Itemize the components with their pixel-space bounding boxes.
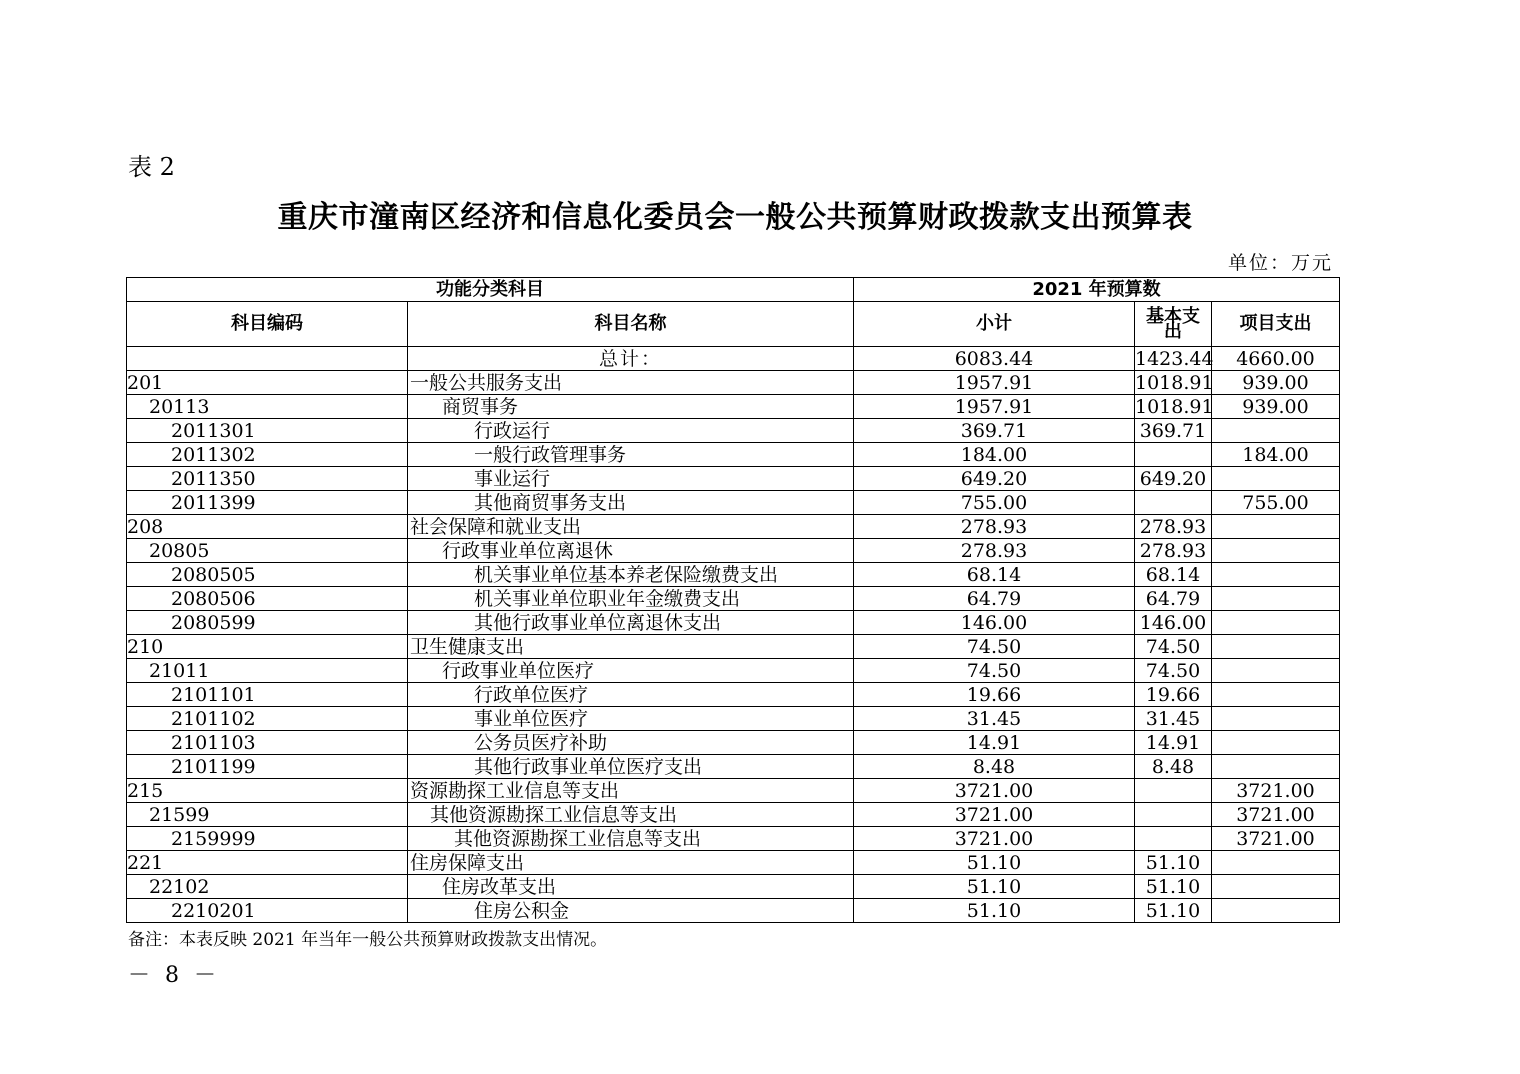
- header-basic: 基本支出: [1135, 302, 1212, 347]
- row-basic: 51.10: [1135, 875, 1212, 899]
- row-project: 3721.00: [1212, 779, 1340, 803]
- header-subtotal: 小计: [854, 302, 1135, 347]
- table-row: [127, 827, 1340, 851]
- row-code: 2080506: [127, 587, 408, 611]
- table-row: [127, 875, 1340, 899]
- row-name: 事业运行: [408, 467, 854, 491]
- row-code: 20113: [127, 395, 408, 419]
- table-row: [127, 755, 1340, 779]
- row-code: 22102: [127, 875, 408, 899]
- row-basic: 8.48: [1135, 755, 1212, 779]
- total-subtotal: 6083.44: [854, 347, 1135, 371]
- row-name: 其他资源勘探工业信息等支出: [408, 803, 854, 827]
- table-row: [127, 515, 1340, 539]
- row-name: 其他行政事业单位离退休支出: [408, 611, 854, 635]
- row-basic: 1018.91: [1135, 371, 1214, 394]
- row-subtotal: 649.20: [854, 467, 1135, 491]
- table-row: [127, 443, 1340, 467]
- row-project: [1212, 899, 1340, 923]
- row-code: 215: [127, 779, 408, 803]
- row-basic: 14.91: [1135, 731, 1212, 755]
- row-project: [1212, 611, 1340, 635]
- row-basic: 369.71: [1135, 419, 1212, 443]
- row-name: 一般公共服务支出: [408, 371, 854, 395]
- row-name: 其他商贸事务支出: [408, 491, 854, 515]
- row-code: 201: [127, 371, 408, 395]
- page-title: 重庆市潼南区经济和信息化委员会一般公共预算财政拨款支出预算表: [277, 200, 1193, 235]
- row-subtotal: 74.50: [854, 659, 1135, 683]
- row-project: [1212, 539, 1340, 563]
- row-code: 2011302: [127, 443, 408, 467]
- row-project: 184.00: [1212, 443, 1340, 467]
- row-project: [1212, 875, 1340, 899]
- row-basic: 74.50: [1135, 659, 1212, 683]
- row-project: [1212, 659, 1340, 683]
- row-subtotal: 755.00: [854, 491, 1135, 515]
- budget-table: [126, 277, 1340, 923]
- row-subtotal: 74.50: [854, 635, 1135, 659]
- header-row-group: [127, 278, 1340, 302]
- row-code: 2159999: [127, 827, 408, 851]
- row-basic: [1135, 827, 1212, 851]
- row-code: 210: [127, 635, 408, 659]
- row-code: 2101102: [127, 707, 408, 731]
- row-project: [1212, 707, 1340, 731]
- table-row: [127, 803, 1340, 827]
- row-subtotal: 51.10: [854, 851, 1135, 875]
- table-row: [127, 635, 1340, 659]
- page-number: － 8 －: [128, 963, 220, 988]
- row-basic: 51.10: [1135, 851, 1212, 875]
- row-subtotal: 3721.00: [854, 827, 1135, 851]
- table-row: [127, 899, 1340, 923]
- table-label: 表 2: [128, 153, 175, 181]
- total-basic: 1423.44: [1135, 347, 1214, 370]
- row-subtotal: 3721.00: [854, 803, 1135, 827]
- total-code-cell: [127, 347, 408, 371]
- row-project: [1212, 755, 1340, 779]
- table-row: [127, 707, 1340, 731]
- row-subtotal: 146.00: [854, 611, 1135, 635]
- row-project: [1212, 635, 1340, 659]
- row-name: 住房公积金: [408, 899, 854, 923]
- table-row: [127, 779, 1340, 803]
- row-subtotal: 51.10: [854, 899, 1135, 923]
- table-row: [127, 419, 1340, 443]
- row-basic: 278.93: [1135, 539, 1212, 563]
- table-row: [127, 659, 1340, 683]
- row-code: 2080599: [127, 611, 408, 635]
- table-row: [127, 611, 1340, 635]
- row-project: [1212, 515, 1340, 539]
- table-row: [127, 851, 1340, 875]
- row-basic: 51.10: [1135, 899, 1212, 923]
- row-code: 21599: [127, 803, 408, 827]
- row-code: 221: [127, 851, 408, 875]
- row-basic: [1135, 803, 1212, 827]
- row-basic: 649.20: [1135, 467, 1212, 491]
- row-code: 2210201: [127, 899, 408, 923]
- unit-label: 单位：万元: [1228, 252, 1334, 274]
- table-row: [127, 683, 1340, 707]
- row-code: 2101103: [127, 731, 408, 755]
- row-code: 2011301: [127, 419, 408, 443]
- row-name: 机关事业单位基本养老保险缴费支出: [408, 563, 854, 587]
- row-subtotal: 19.66: [854, 683, 1135, 707]
- total-project: 4660.00: [1212, 347, 1340, 371]
- table-row: [127, 491, 1340, 515]
- table-row: [127, 395, 1340, 419]
- row-code: 2011350: [127, 467, 408, 491]
- table-row: [127, 539, 1340, 563]
- total-row: [127, 347, 1340, 371]
- row-subtotal: 31.45: [854, 707, 1135, 731]
- row-name: 社会保障和就业支出: [408, 515, 854, 539]
- row-subtotal: 184.00: [854, 443, 1135, 467]
- table-row: [127, 467, 1340, 491]
- header-project: 项目支出: [1212, 302, 1340, 347]
- table-row: [127, 563, 1340, 587]
- row-code: 20805: [127, 539, 408, 563]
- row-code: 2011399: [127, 491, 408, 515]
- row-subtotal: 278.93: [854, 539, 1135, 563]
- total-label: 总计：: [408, 347, 854, 371]
- row-name: 商贸事务: [408, 395, 854, 419]
- row-project: [1212, 563, 1340, 587]
- header-functional-group: 功能分类科目: [127, 278, 854, 302]
- row-code: 2101199: [127, 755, 408, 779]
- row-subtotal: 369.71: [854, 419, 1135, 443]
- row-subtotal: 64.79: [854, 587, 1135, 611]
- row-project: [1212, 587, 1340, 611]
- row-name: 行政事业单位医疗: [408, 659, 854, 683]
- row-project: [1212, 683, 1340, 707]
- row-subtotal: 8.48: [854, 755, 1135, 779]
- table-row: [127, 371, 1340, 395]
- row-basic: 31.45: [1135, 707, 1212, 731]
- row-project: 3721.00: [1212, 803, 1340, 827]
- row-project: [1212, 419, 1340, 443]
- row-subtotal: 1957.91: [854, 395, 1135, 419]
- row-subtotal: 278.93: [854, 515, 1135, 539]
- row-basic: 64.79: [1135, 587, 1212, 611]
- row-name: 机关事业单位职业年金缴费支出: [408, 587, 854, 611]
- row-basic: 74.50: [1135, 635, 1212, 659]
- row-name: 一般行政管理事务: [408, 443, 854, 467]
- row-basic: [1135, 779, 1212, 803]
- row-project: [1212, 467, 1340, 491]
- row-code: 21011: [127, 659, 408, 683]
- row-name: 住房保障支出: [408, 851, 854, 875]
- row-project: 939.00: [1212, 395, 1340, 419]
- row-name: 住房改革支出: [408, 875, 854, 899]
- row-subtotal: 1957.91: [854, 371, 1135, 395]
- row-subtotal: 14.91: [854, 731, 1135, 755]
- row-name: 行政运行: [408, 419, 854, 443]
- row-name: 资源勘探工业信息等支出: [408, 779, 854, 803]
- row-name: 公务员医疗补助: [408, 731, 854, 755]
- row-basic: [1135, 491, 1212, 515]
- row-subtotal: 68.14: [854, 563, 1135, 587]
- header-row-columns: [127, 302, 1340, 347]
- row-subtotal: 3721.00: [854, 779, 1135, 803]
- row-basic: 1018.91: [1135, 395, 1214, 418]
- table-row: [127, 731, 1340, 755]
- row-name: 行政事业单位离退休: [408, 539, 854, 563]
- row-basic: 68.14: [1135, 563, 1212, 587]
- row-name: 其他资源勘探工业信息等支出: [408, 827, 854, 851]
- row-basic: 146.00: [1135, 611, 1212, 635]
- row-subtotal: 51.10: [854, 875, 1135, 899]
- row-project: [1212, 851, 1340, 875]
- footnote: 备注：本表反映 2021 年当年一般公共预算财政拨款支出情况。: [128, 930, 608, 950]
- row-basic: 278.93: [1135, 515, 1212, 539]
- row-project: 939.00: [1212, 371, 1340, 395]
- header-budget-group: 2021 年预算数: [854, 278, 1340, 302]
- row-code: 208: [127, 515, 408, 539]
- row-name: 卫生健康支出: [408, 635, 854, 659]
- header-code: 科目编码: [127, 302, 408, 347]
- row-name: 其他行政事业单位医疗支出: [408, 755, 854, 779]
- row-name: 事业单位医疗: [408, 707, 854, 731]
- header-name: 科目名称: [408, 302, 854, 347]
- table-row: [127, 587, 1340, 611]
- row-code: 2080505: [127, 563, 408, 587]
- row-project: [1212, 731, 1340, 755]
- row-code: 2101101: [127, 683, 408, 707]
- row-basic: [1135, 443, 1212, 467]
- row-name: 行政单位医疗: [408, 683, 854, 707]
- row-project: 3721.00: [1212, 827, 1340, 851]
- row-project: 755.00: [1212, 491, 1340, 515]
- row-basic: 19.66: [1135, 683, 1212, 707]
